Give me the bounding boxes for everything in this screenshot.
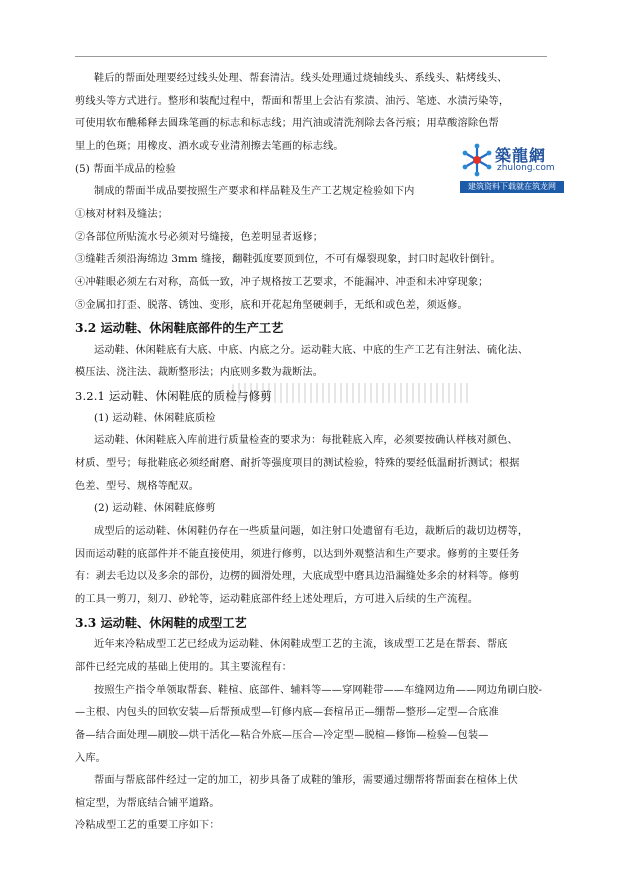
list-item: ③缝鞋舌须沿海绵边 3mm 缝接，翻鞋弧度要顶到位，不可有爆裂现象，封口时起收针倒针。 — [75, 254, 501, 265]
list-heading: (1) 运动鞋、休闲鞋底质检 — [94, 413, 216, 424]
paragraph-line: 鞋后的帮面处理要经过线头处理、帮套清洁。线头处理通过烧轴线头、系线头、粘烤线头、 — [94, 73, 508, 84]
list-item: ⑤金属扣打歪、脱落、锈蚀、变形，底和开花起角坚硬刺手，无纸和或色差，须返修。 — [75, 300, 468, 311]
paragraph-line: 部件已经完成的基础上使用的。其主要流程有： — [75, 662, 293, 673]
subsection-heading-3-2-1: 3.2.1 运动鞋、休闲鞋底的质检与修剪 — [75, 389, 272, 403]
paragraph-line: 材质、型号；每批鞋底必须经耐磨、耐折等强度项目的测试检验，特殊的要经低温耐折测试；根据 — [75, 458, 520, 469]
logo-name: 築龍網 — [495, 146, 547, 165]
paragraph-line: 模压法、浇注法、裁断整形法；内底则多数为裁断法。 — [75, 367, 324, 378]
paragraph-line: 运动鞋、休闲鞋底入库前进行质量检查的要求为：每批鞋底入库，必须要按确认样核对颜色、 — [94, 435, 518, 446]
process-flow-line: —主根、内包头的回软安装—后帮预成型—钉修内底—套楦吊正—绷帮—整形—定型—合底准 — [75, 707, 499, 718]
paragraph-line: 里上的色斑；用橡皮、酒水或专业清剂擦去笔画的标志线。 — [75, 141, 344, 152]
logo-domain: zhulong.com — [497, 163, 555, 173]
paragraph-line: 有：剥去毛边以及多余的部份，边楞的圆滑处理，大底成型中磨具边沿漏缝处多余的材料等。修剪 — [75, 571, 520, 582]
section-heading-3-2: 3.2 运动鞋、休闲鞋底部件的生产工艺 — [75, 321, 284, 335]
list-heading: (5) 帮面半成品的检验 — [75, 164, 176, 175]
paragraph-line: 剪线头等方式进行。整形和装配过程中，帮面和帮里上会沾有浆渍、油污、笔迹、水渍污染等， — [75, 96, 510, 107]
paragraph-line: 楦定型，为帮底结合铺平道路。 — [75, 798, 220, 809]
paragraph-line: 运动鞋、休闲鞋底有大底、中底、内底之分。运动鞋大底、中底的生产工艺有注射法、硫化法、 — [94, 345, 529, 356]
paragraph-line: 因而运动鞋的底部件并不能直接使用，须进行修剪，以达到外观整洁和生产要求。修剪的主要任务 — [75, 549, 520, 560]
paragraph-line: 冷粘成型工艺的重要工序如下： — [75, 820, 220, 831]
paragraph-line: 色差、型号、规格等配双。 — [75, 481, 200, 492]
process-flow-line: 备—结合面处理—刷胶—烘干活化—粘合外底—压合—冷定型—脱楦—修饰—检验—包装— — [75, 730, 489, 741]
paragraph-line: 制成的帮面半成品要按照生产要求和样品鞋及生产工艺规定检验如下内 — [94, 186, 415, 197]
logo-slogan: 建筑资料下载就在筑龙网 — [460, 181, 564, 193]
paragraph-line: 可使用软布醮稀释去圆珠笔画的标志和标志线；用汽油或清洗剂除去各污痕；用草酸溶除色帮 — [75, 118, 499, 129]
paragraph-line: 成型后的运动鞋、休闲鞋仍存在一些质量问题，如注射口处遗留有毛边，裁断后的裁切边楞等， — [94, 526, 529, 537]
paragraph-line: 帮面与帮底部件经过一定的加工，初步具备了成鞋的雏形，需要通过绷帮将帮面套在楦体上伏 — [94, 775, 518, 786]
header-rule — [75, 56, 547, 57]
paragraph-line: 的工具一剪刀，刻刀、砂轮等，运动鞋底部件经上述处理后，方可进入后续的生产流程。 — [75, 594, 479, 605]
list-heading: (2) 运动鞋、休闲鞋底修剪 — [94, 503, 216, 514]
list-item: ①核对材料及缝法； — [75, 209, 169, 220]
process-flow-line: 按照生产指令单领取帮套、鞋楦、底部件、辅料等——穿网鞋带——车缝网边角——网边角刷白胶- — [94, 685, 543, 696]
list-item: ②各部位所贴流水号必须对号缝接，色差明显者返修； — [75, 232, 324, 243]
section-heading-3-3: 3.3 运动鞋、休闲鞋的成型工艺 — [75, 616, 247, 630]
paragraph-line: 近年来冷粘成型工艺已经成为运动鞋、休闲鞋成型工艺的主流，该成型工艺是在帮套、帮底 — [94, 639, 508, 650]
process-flow-line: 入库。 — [75, 753, 107, 764]
list-item: ④冲鞋眼必须左右对称，高低一致，冲子规格按工艺要求，不能漏冲、冲歪和未冲穿现象； — [75, 277, 489, 288]
